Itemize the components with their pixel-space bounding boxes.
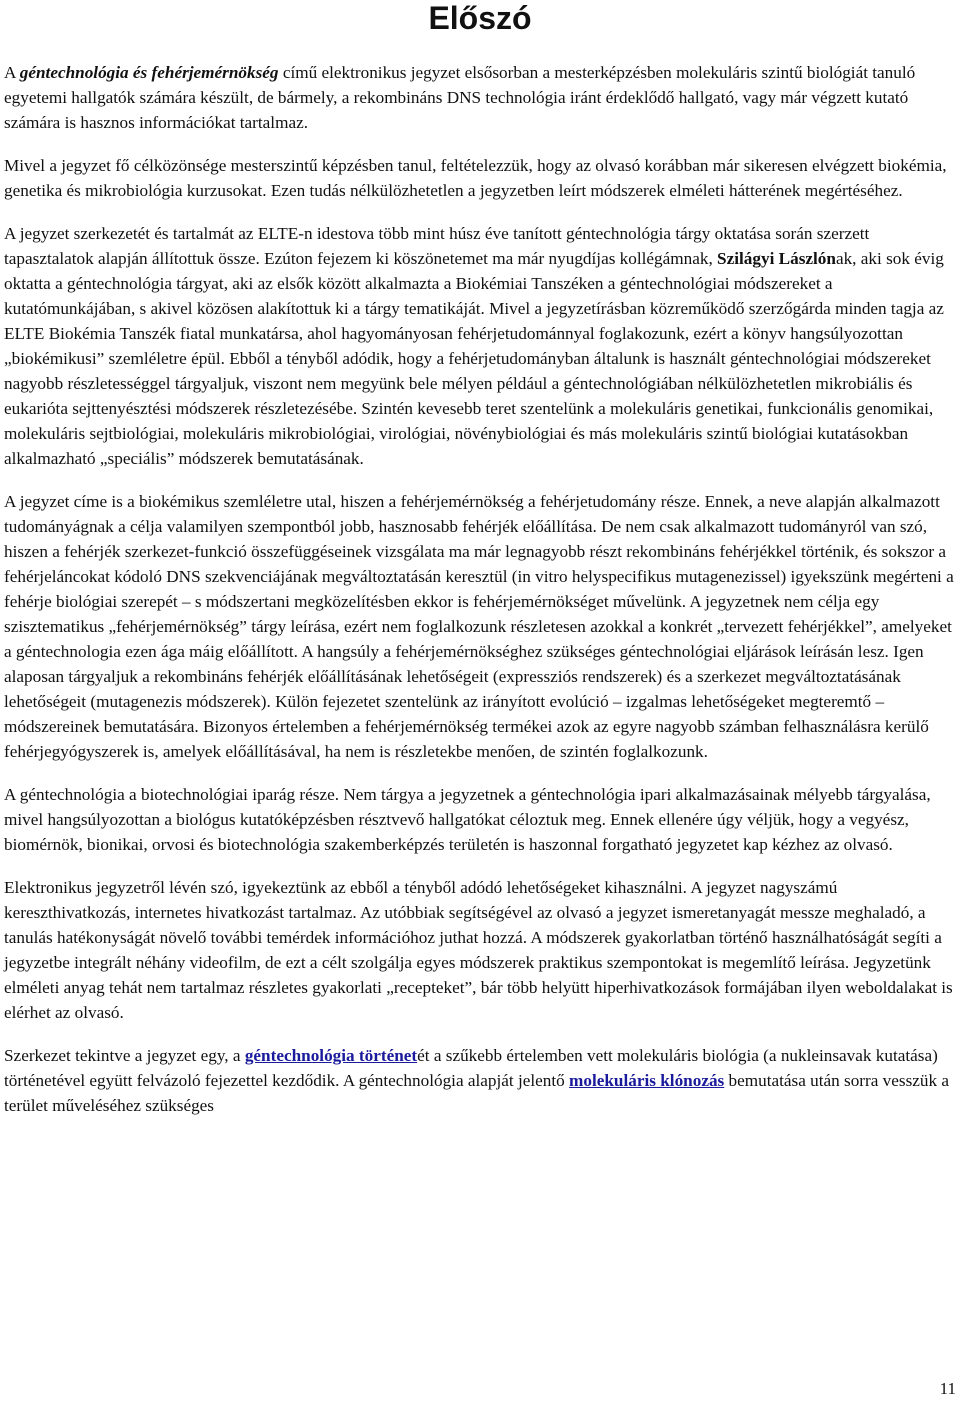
paragraph [4, 782, 956, 857]
text-run: ak, aki sok évig oktatta a géntechnológia tárgyat, aki az elsők között alkalmazta a Biokémiai Tanszéken a géntechnológiai módszereket a kutatómunkájában, s akivel közösen alakítottuk ki a tárgy tematikáját. Mivel a jegyzetírásban közreműködő szerzőgárda minden tagja az ELTE Biokémia Tanszék fiatal munkatársa, ahol hagyományosan fehérjetudománnyal foglakozunk, ezért a könyv hangsúlyozottan „biokémikusi” szemléletre épül. Ebből a tényből adódik, hogy a fehérjetudományban általunk is használt géntechnológiai módszereket nagyobb részletességgel tárgyaljuk, viszont nem megyünk bele mélyen például a géntechnológiában nélkülözhetetlen mikrobiális és eukarióta sejttenyésztési módszerek részletezésébe. Szintén kevesebb teret szentelünk a molekuláris genetikai, funkcionális genomikai, molekuláris sejtbiológiai, molekuláris mikrobiológiai, virológiai, növénybiológiai és más molekuláris szintű biológiai kutatásokban alkalmazható „speciális” módszerek bemutatásának. [4, 249, 944, 468]
paragraph [4, 221, 956, 471]
page-title: Előszó [428, 0, 532, 36]
text-run: A jegyzet szerkezetét és tartalmát az ELTE-n idestova több mint húsz éve tanított géntechnológia tárgy oktatása során szerzett tapasztalatok alapján állítottuk össze. Ezúton fejezem ki köszönetemet ma már nyugdíjas kollégámnak, [4, 224, 870, 268]
text-run: A géntechnológia a biotechnológiai iparág része. Nem tárgya a jegyzetnek a géntechnológia ipari alkalmazásainak mélyebb tárgyalása, mivel hangsúlyozottan a biológus kutatóképzésben résztvevő hallgatókat céloztuk meg. Ennek ellenére úgy véljük, hogy a vegyész, biomérnök, bionikai, orvosi és biotechnológia szakemberképzés területén is haszonnal forgatható jegyzetet kap kézhez az olvasó. [4, 785, 931, 854]
paragraph [4, 489, 956, 764]
text-run: Elektronikus jegyzetről lévén szó, igyekeztünk az ebből a tényből adódó lehetőségeket kihasználni. A jegyzet nagyszámú kereszthivatkozás, internetes hivatkozást tartalmaz. Az utóbbiak segítségével az olvasó a jegyzet ismeretanyagát messze meghaladó, a tanulás hatékonyságát növelő további temérdek információhoz juthat hozzá. A módszerek gyakorlatban történő használhatóságát segíti a jegyzetbe integrált néhány videofilm, de ezt a célt szolgálja egyes módszerek praktikus szempontokat is megemlítő leírása. Jegyzetünk elméleti anyag tehát nem tartalmaz részletes gyakorlati „recepteket”, bár több helyütt hiperhivatkozások formájában ilyen weboldalakat is elérhet az olvasó. [4, 878, 953, 1022]
text-run: bemutatása után sorra vesszük a terület műveléséhez szükséges [4, 1071, 950, 1115]
text-run: A [4, 63, 20, 82]
document-page [4, 0, 956, 1136]
document-body [4, 60, 956, 1118]
paragraph [4, 875, 956, 1025]
hyperlink[interactable]: géntechnológia történet [244, 1046, 418, 1065]
text-run: ét a szűkebb értelemben vett molekuláris biológia (a nukleinsavak kutatása) történetével együtt felvázoló fejezettel kezdődik. A géntechnológia alapját jelentő [4, 1046, 938, 1090]
hyperlink[interactable]: molekuláris klónozás [569, 1071, 725, 1090]
paragraph [4, 60, 956, 135]
paragraph [4, 1043, 956, 1118]
text-run: A jegyzet címe is a biokémikus szemléletre utal, hiszen a fehérjemérnökség a fehérjetudomány része. Ennek, a neve alapján alkalmazott tudományágnak a célja valamilyen szempontból jobb, hasznosabb fehérjék előállítása. De nem csak alkalmazott tudományról van szó, hiszen a fehérjék szerkezet-funkció összefüggéseinek vizsgálata ma már legnagyobb részt rekombináns fehérjékkel történik, és sokszor a fehérjeláncokat kódoló DNS szekvenciájának megváltoztatásán keresztül (in vitro helyspecifikus mutagenezissel) igyekszünk megérteni a fehérje biológiai szerepét – s módszertani megközelítésben ekkor is fehérjemérnökséget művelünk. A jegyzetnek nem célja egy szisztematikus „fehérjemérnökség” tárgy leírása, ezért nem foglalkozunk részletesen azokkal a konkrét „tervezett fehérjékkel”, amelyeket a géntechnologia ezen ága máig előállított. A hangsúly a fehérjemérnökséghez szükséges géntechnológiai eljárások leírásán lesz. Igen alaposan tárgyaljuk a rekombináns fehérjék előállításának lehetőségeit (expressziós rendszerek) és a szerkezet megváltoztatásának lehetőségeit (mutagenezis módszerek). Külön fejezetet szentelünk az irányított evolúció – izgalmas lehetőségeket megteremtő – módszereinek bemutatására. Bizonyos értelemben a fehérjemérnökség termékei azok az egyre nagyobb számban felhasználásra kerülő fehérjegyógyszerek is, amelyek előállításával, ha nem is részletekbe menően, de szintén foglalkozunk. [4, 492, 954, 761]
emphasis [20, 63, 279, 82]
emphasis-text: géntechnológia és fehérjemérnökség [19, 63, 279, 82]
text-run: című elektronikus jegyzet elsősorban a mesterképzésben molekuláris szintű biológiát tanuló egyetemi hallgatók számára készült, de bármely, a rekombináns DNS technológia iránt érdeklődő hallgató, vagy már végzett kutató számára is hasznos információkat tartalmaz. [4, 63, 916, 132]
text-run: Mivel a jegyzet fő célközönsége mesterszintű képzésben tanul, feltételezzük, hogy az olvasó korábban már sikeresen elvégzett biokémia, genetika és mikrobiológia kurzusokat. Ezen tudás nélkülözhetetlen a jegyzetben leírt módszerek elméleti hátterének megértéséhez. [4, 156, 947, 200]
bold-name: Szilágyi Lászlón [717, 249, 836, 268]
page-number: 11 [939, 1379, 956, 1398]
text-run: Szerkezet tekintve a jegyzet egy, a [4, 1046, 245, 1065]
paragraph [4, 153, 956, 203]
